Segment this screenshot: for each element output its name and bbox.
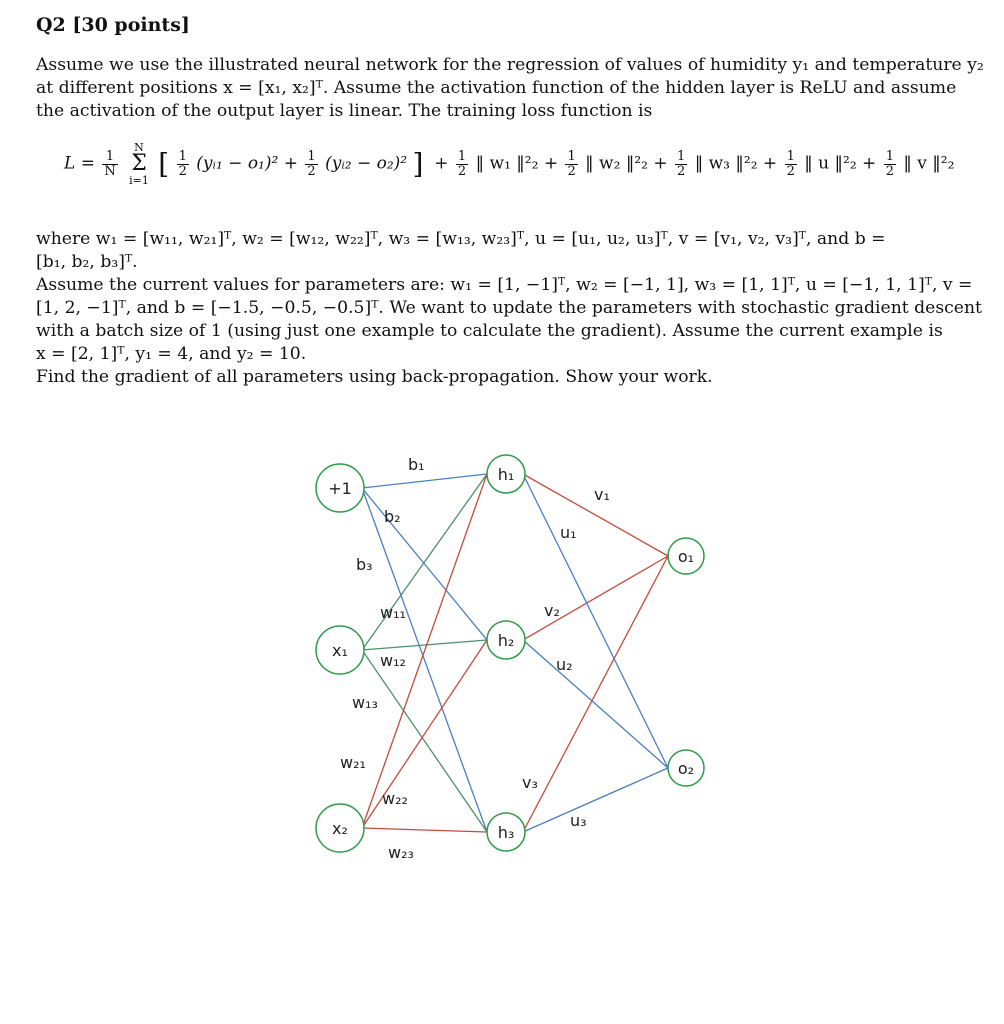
edge-bias-h1 [362, 474, 487, 488]
params-line-6: x = [2, 1]ᵀ, y₁ = 4, and y₂ = 10. [36, 344, 307, 364]
formula-half-4: $\frac{1}{2}$ [567, 148, 576, 179]
params-line-7: Find the gradient of all parameters using back-propagation. Show your work. [36, 367, 713, 387]
edge-label-w13: w₁₃ [352, 693, 378, 712]
edge-h1-o2 [523, 474, 668, 768]
formula-reg-w2: ‖ w₂ ‖²₂ + [585, 153, 668, 174]
node-label-o1: o₁ [677, 547, 695, 566]
edge-label-v3: v₃ [522, 773, 538, 792]
formula-lhs: L = [64, 153, 95, 174]
edge-label-b3: b₃ [356, 555, 373, 574]
intro-line-1: Assume we use the illustrated neural network for the regression of values of humidity y₁ and temperature y₂ [36, 55, 984, 75]
node-label-x2: x₂ [332, 819, 348, 838]
node-label-h2: h₂ [497, 631, 515, 650]
node-label-o2: o₂ [677, 759, 695, 778]
formula-half-6: $\frac{1}{2}$ [786, 148, 795, 179]
formula-reg-v: ‖ v ‖²₂ [903, 153, 955, 174]
loss-formula: L = $\frac{1}{N}$ N Σ i=1 [ $\frac{1}{2}$ (yᵢ₁ − o₁)² + $\frac{1}{2}$ (yᵢ₂ − o₂)² ] + $\frac{1}{2}$ ‖ w₁ ‖²₂ + $\frac{1}{2}$ ‖ w₂ ‖²₂ + $\frac{1}{2}$ ‖ w₃ ‖²₂ + $\frac{1}{2}$ ‖ u ‖²₂ + $\frac{1}{2}$ ‖ v ‖²₂ [64, 141, 955, 187]
edge-h3-o2 [523, 768, 668, 832]
edge-label-u2: u₂ [556, 655, 573, 674]
params-line-4: [1, 2, −1]ᵀ, and b = [−1.5, −0.5, −0.5]ᵀ. We want to update the parameters with stochastic gradient descent [36, 298, 982, 318]
intro-line-3: the activation of the output layer is linear. The training loss function is [36, 101, 653, 121]
edge-x1-h2 [362, 640, 487, 650]
formula-reg-w3: ‖ w₃ ‖²₂ + [694, 153, 778, 174]
edge-label-w22: w₂₂ [382, 789, 408, 808]
params-line-1: where w₁ = [w₁₁, w₂₁]ᵀ, w₂ = [w₁₂, w₂₂]ᵀ, w₃ = [w₁₃, w₂₃]ᵀ, u = [u₁, u₂, u₃]ᵀ, v = [v₁, v₂, v₃]ᵀ, and b = [36, 229, 886, 249]
params-line-5: with a batch size of 1 (using just one example to calculate the gradient). Assume the current example is [36, 321, 943, 341]
formula-half-3: $\frac{1}{2}$ [457, 148, 467, 179]
node-label-x1: x₁ [332, 641, 348, 660]
formula-reg-u: ‖ u ‖²₂ + [804, 153, 877, 174]
node-label-h1: h₁ [497, 465, 515, 484]
edge-label-w12: w₁₂ [380, 651, 406, 670]
question-title: Q2 [30 points] [36, 14, 190, 36]
edge-label-v2: v₂ [544, 601, 560, 620]
formula-1-over-n: $\frac{1}{N}$ [104, 148, 116, 179]
edge-x2-h3 [362, 828, 487, 832]
formula-reg-w1: ‖ w₁ ‖²₂ + [475, 153, 559, 174]
formula-half-7: $\frac{1}{2}$ [885, 148, 894, 179]
edge-label-b1: b₁ [408, 455, 425, 474]
formula-sum: N Σ i=1 [129, 141, 149, 187]
node-label-h3: h₃ [497, 823, 515, 842]
formula-half-2: $\frac{1}{2}$ [307, 148, 316, 179]
edge-label-w23: w₂₃ [388, 843, 414, 862]
edge-label-b2: b₂ [384, 507, 401, 526]
edge-h2-o2 [523, 640, 668, 768]
edge-label-u3: u₃ [570, 811, 587, 830]
formula-term-1: (yᵢ₁ − o₁)² [196, 153, 279, 174]
formula-half-1: $\frac{1}{2}$ [178, 148, 187, 179]
edge-label-u1: u₁ [560, 523, 577, 542]
edge-label-w21: w₂₁ [340, 753, 366, 772]
edge-label-v1: v₁ [594, 485, 610, 504]
edge-x1-h3 [362, 650, 487, 832]
params-line-3: Assume the current values for parameters are: w₁ = [1, −1]ᵀ, w₂ = [−1, 1], w₃ = [1, 1]ᵀ, u = [−1, 1, 1]ᵀ, v = [36, 275, 973, 295]
edge-label-w11: w₁₁ [380, 603, 406, 622]
intro-line-2: at different positions x = [x₁, x₂]ᵀ. Assume the activation function of the hidden layer is ReLU and assume [36, 78, 957, 98]
node-label-bias: +1 [328, 479, 352, 498]
formula-term-2: (yᵢ₂ − o₂)² [325, 153, 408, 174]
edge-x1-h1 [362, 474, 487, 650]
formula-half-5: $\frac{1}{2}$ [677, 148, 686, 179]
params-line-2: [b₁, b₂, b₃]ᵀ. [36, 252, 138, 272]
